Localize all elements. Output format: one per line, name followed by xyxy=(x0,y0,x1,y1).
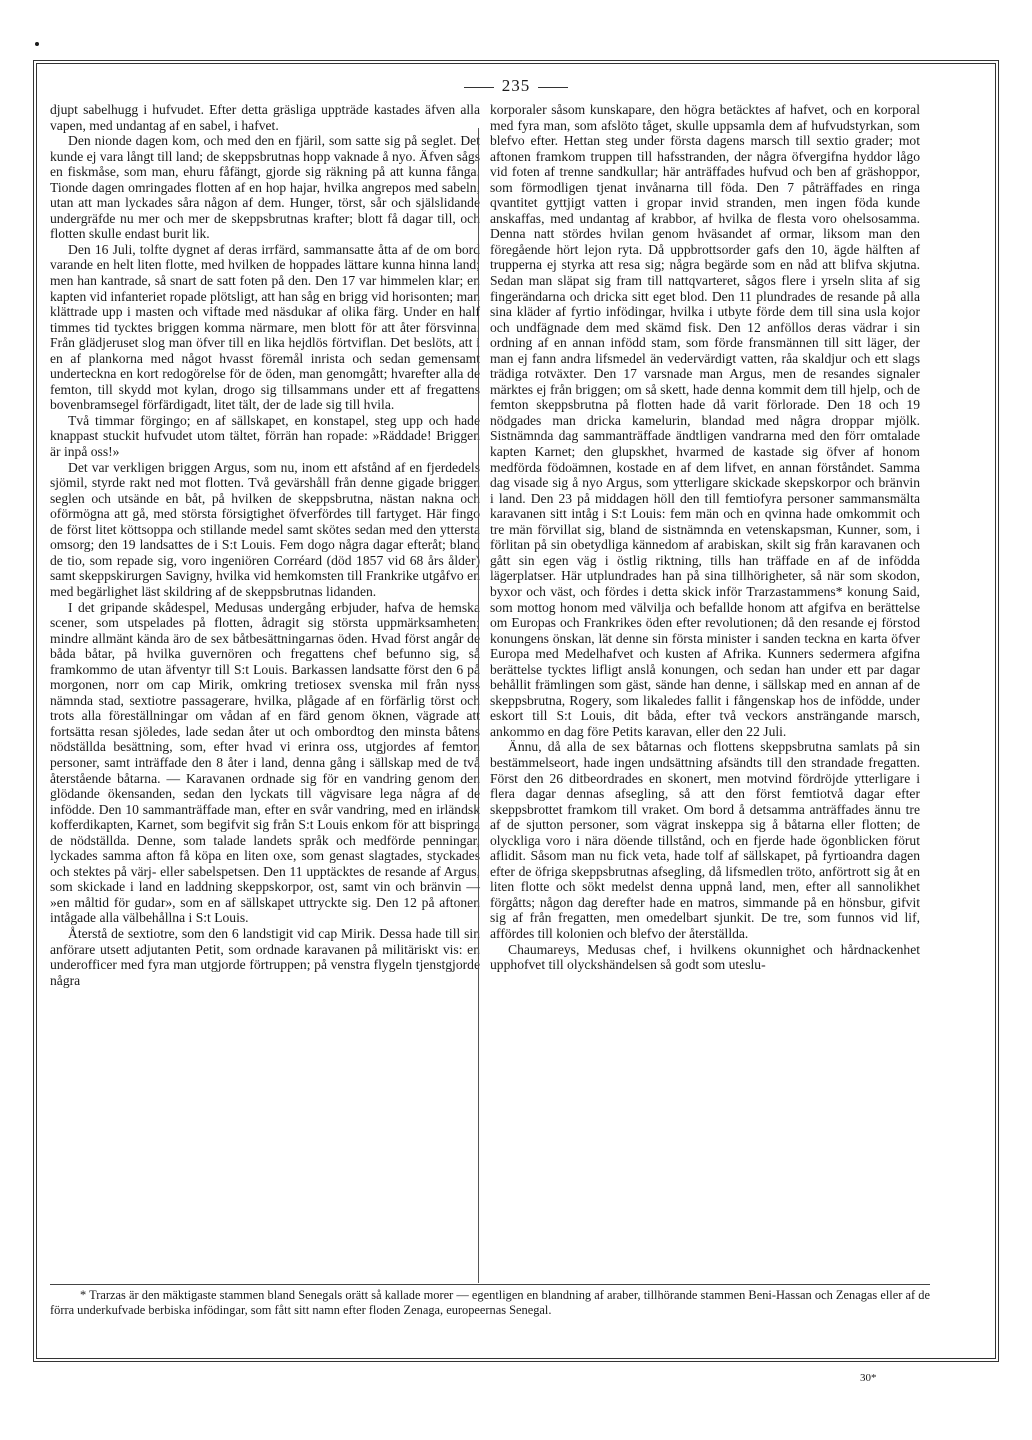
paragraph: Den nionde dagen kom, och med den en fjäril, som satte sig på seglet. Det kunde ej vara långt till land; de skeppsbrutnas hopp vaknade å nyo. Äfven sågs en fiskmåse, som man, ehuru fåfängt, gjorde sig räkning på att kunna fånga. Tionde dagen omringades flotten af en hop hajar, hvilka angrepos med sabeln, utan att man lyckades såra någon af dem. Hunger, törst, sår och själslidande undergräfde nu mer och mer de skeppsbrutnas krafter; blott få dagar till, och flotten skulle endast burit lik. xyxy=(50,133,480,242)
left-column xyxy=(50,102,480,988)
paragraph: Det var verkligen briggen Argus, som nu, inom ett afstånd af en fjerdedels sjömil, styrde rakt ned mot flotten. Två gevärshåll från denne gigade briggen seglen och utsände en båt, på hvilken de skeppsbrutna, nästan nakna och oförmögna att gå, med största försigtighet öfverfördes till fartyget. Här fingo de först litet köttsoppa och stillande medel samt skötes sedan med den yttersta omsorg; den 19 landsattes de i S:t Louis. Fem dogo några dagar efteråt; bland de tio, som repade sig, voro ingeniören Corréard (död 1857 vid 68 års ålder) samt skeppskirurgen Savigny, hvilka vid hemkomsten till Frankrike utgåfvo en med begärlighet läst skildring af de skeppsbrutnas lidanden. xyxy=(50,459,480,599)
page-number: 235 xyxy=(501,76,531,95)
print-speck xyxy=(35,42,39,46)
footnote-rule xyxy=(50,1284,930,1285)
paragraph: Den 16 Juli, tolfte dygnet af deras irrfärd, sammansatte åtta af de om bord varande en helt liten flotte, med hvilken de hoppades lättare kunna hinna land; men han kantrade, så snart de satt foten på den. Den 17 var himmelen klar; en kapten vid infanteriet ropade plötsligt, att han såg en brigg vid horisonten; man klättrade upp i masten och viftade med näsdukar af olika färg. Under en half timmes tid tycktes briggen komma närmare, men blott för att åter försvinna. Från glädjeruset slog man öfver till en lika hejdlös förtviflan. Det beslöts, att i en af plankorna med något hvasst föremål inrista och sedan gemensamt underteckna en kort redogörelse för de öden, man genomgått; hvarefter alla de femton, till skydd mot kylan, drogo sig tillsammans under ett af fregattens bovenbramsegel förfärdigadt, litet tält, der de lade sig till hvila. xyxy=(50,241,480,413)
page-header xyxy=(0,76,1032,96)
header-dash-right xyxy=(538,87,568,88)
paragraph: Chaumareys, Medusas chef, i hvilkens okunnighet och hårdnackenhet upphofvet till olyckshändelsen så godt som uteslu- xyxy=(490,941,920,973)
footnote: * Trarzas är den mäktigaste stammen bland Senegals orätt så kallade morer — egentligen en blandning af araber, tillhörande stammen Beni-Hassan och Zenagas eller af de förra underkufvade berbiska infödingar, som fått sitt namn efter floden Zenaga, europeernas Senegal. xyxy=(50,1288,930,1317)
right-column xyxy=(490,102,920,973)
column-divider xyxy=(478,128,479,1283)
header-dash-left xyxy=(464,87,494,88)
signature-mark: 30* xyxy=(860,1372,877,1384)
paragraph: Ännu, då alla de sex båtarnas och flottens skeppsbrutna samlats på sin bestämmelseort, hade ingen undsättning afsändts till den strandade fregatten. Först den 26 ditbeordrades en skonert, men motvind fördröjde ytterligare i flera dagar dennas afsegling, så att den först femtiotvå dagar efter skeppsbrottet framkom till vraket. Om bord å detsamma anträffades ännu tre af de sjutton personer, som vägrat inskeppa sig å båtarna eller flotten; de olyckliga voro i nära döende tillstånd, och en fjerde hade ögonblicken förut aflidit. Såsom man nu fick veta, hade tolf af sällskapet, på fyrtioandra dagen efter de öfriga skeppsbrutnas afsegling, då lifsmedlen tröto, anförtrott sig åt en liten flotte och sökt medelst denna uppnå land, men, efter all sannolikhet förgåtts; någon dag derefter hade en matros, simmande på en hönsbur, gifvit sig af från fregatten, men omedelbart sjunkit. De tre, som funnos vid lif, affördes till kolonien och blefvo der återställda. xyxy=(490,739,920,941)
paragraph: Två timmar förgingo; en af sällskapet, en konstapel, steg upp och hade knappast stuckit hufvudet utom tältet, förrän han ropade: »Räddade! Briggen är inpå oss!» xyxy=(50,412,480,460)
paragraph: I det gripande skådespel, Medusas undergång erbjuder, hafva de hemska scener, som utspelades på flotten, ådragit sig största uppmärksamheten; mindre allmänt kända äro de sex båtbesättningarnas öden. Hvad först angår de båda båtar, på hvilka guvernören och fregattens chef befunno sig, så framkommo de utan äfventyr till S:t Louis. Barkassen landsatte först den 6 på morgonen, norr om cap Mirik, omkring tretiosex svenska mil från nyss nämnda stad, sextiotre passagerare, hvilka, plågade af en förfärlig törst och trots alla föreställningar om vådan af en färd genom öknen, vägrade att fortsätta resan sjöledes, lade sedan åter ut och ombordtog den minsta båtens nödställda besättning, som, efter hvad vi erinra oss, utgjordes af femton personer, samt inträffade den 8 åter i land, denna gång i sällskap med de två återstående båtarna. — Karavanen ordnade sig för en vandring genom den glödande ökensanden, sedan den lyckats till vägvisare lega några af de infödde. Den 10 sammanträffade man, efter en svår vandring, med en irländsk kofferdikapten, Karnet, som begifvit sig från S:t Louis enkom för att bispringa de nödställda. Denne, som talade landets språk och medförde penningar, lyckades samma afton få köpa en liten oxe, som genast slagtades, styckades och stektes på värj- eller sabelspetsen. Den 11 upptäcktes de resande af Argus, som skickade i land en laddning skeppskorpor, ost, samt vin och bränvin — »en måltid för gudar», som en af sällskapet uttryckte sig. Den 12 på aftonen intågade alla välbehållna i S:t Louis. xyxy=(50,599,480,926)
paragraph: Återstå de sextiotre, som den 6 landstigit vid cap Mirik. Dessa hade till sin anförare utsett adjutanten Petit, som ordnade karavanen på militäriskt vis: en underofficer med fyra man utgjorde förtruppen; på venstra flygeln tjenstgjorde några xyxy=(50,925,480,988)
paragraph: djupt sabelhugg i hufvudet. Efter detta gräsliga uppträde kastades äfven alla vapen, med undantag af en sabel, i hafvet. xyxy=(50,102,480,133)
paragraph: korporaler såsom kunskapare, den högra betäcktes af hafvet, och en korporal med fyra man, som afslöto tåget, skulle uppsamla dem af hufvudstyrkan, som blefvo efter. Hettan steg under första dagens marsch till sextio grader; mot aftonen framkom truppen till hafsstranden, der några öfvergifna hyddor lågo vid foten af trenne sandkullar; här anträffades hufvud och ben af gräshoppor, som förmodligen tjenat invånarna till föda. Den 7 påträffades en ringa qvantitet gyttjigt vatten i gropar invid stranden, men ingen föda kunde anskaffas, med undantag af krabbor, af hvilka de flesta voro ohelsosamma. Denna natt stördes hvilan genom hväsandet af ormar, liksom man den föregående hört lejon ryta. Då uppbrottsorder gafs den 10, ägde hälften af trupperna ej styrka att resa sig; några begärde som en nåd att blifva skjutna. Sedan man släpat sig fram till nattqvarteret, sågos flere i yrseln slita af sig fingerändarna och dricka sitt eget blod. Den 11 plundrades de resande på alla sina kläder af fyrtio infödingar, hvilka i utbyte förde dem till sina usla kojor och undfägnade dem med skämd fisk. Den 12 anföllos deras vädrar i sin ordning af en annan infödd stam, som förde fransmännen till sitt läger, der man ej fann andra lifsmedel än vedervärdigt vatten, råa skaldjur och ett slags trädiga rotväxter. Den 17 varsnade man Argus, men de resandes signaler märktes ej från briggen; om så skett, hade denna kommit dem till hjelp, och de femton skeppsbrutna på flotten hade då varit förlorade. Den 18 och 19 nödgades man dricka kamelurin, blandad med några droppar mjölk. Sistnämnda dag sammanträffade ändtligen vandrarna med den förr omtalade kapten Karnet; den glupskhet, hvarmed de kastade sig öfver af honom medförda födoämnen, kostade en af dem lifvet, en annan förståndet. Samma dag visade sig å nyo Argus, som ytterligare skickade skepskorpor och bränvin i land. Den 23 på middagen höll den till femtiofyra personer sammansmälta karavanen sitt intåg i S:t Louis: fem män och en qvinna hade omkommit och tre män förvillat sig, bland de sistnämnda en vetenskapsman, Kunner, som, i förlitan på sin obetydliga kännedom af arabiskan, skilt sig från karavanen och gått sin egen väg i östlig riktning, tills han träffade en af de infödda lägerplatser. Här utplundrades han på sina tillhörigheter, så när som skodon, byxor och väst, och fördes i detta skick inför Trarzastammens* konung Said, som mottog honom med välvilja och befallde honom att afgifva en berättelse om Europas och Frankrikes öden efter revolutionen; då den resande ej förstod konungens önskan, lät denne sin första minister i sanden teckna en karta öfver Europa med Medelhafvet och kusten af Afrika. Kunners sedermera afgifna berättelse tycktes lifligt anslå konungen, och sedan han under ett par dagar behållit främlingen som gäst, sände han denne, i sällskap med en annan af de skeppsbrutna, Rogery, som likaledes fallit i fångenskap hos de infödde, under eskort till S:t Louis, dit båda, efter två veckors ansträngande marsch, ankommo en dag före Petits karavan, eller den 22 Juli. xyxy=(490,102,920,739)
